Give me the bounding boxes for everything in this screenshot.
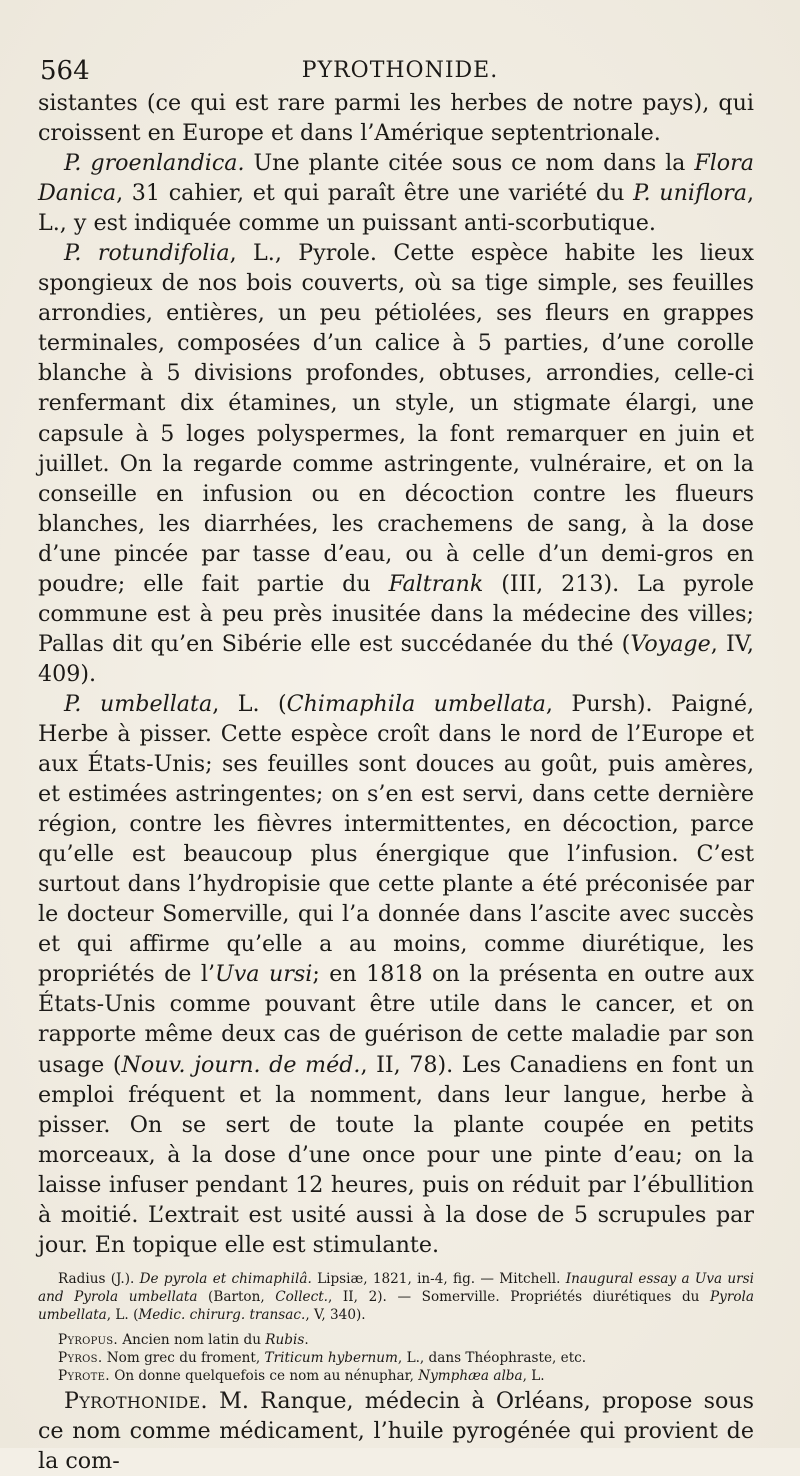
- entry-pyros: Pyros. Nom grec du froment, Triticum hybernum, L., dans Théophraste, etc.: [58, 1350, 587, 1367]
- entry-pyrothonide: Pyrothonide. M. Ranque, médecin à Orléans, propose sous ce nom comme médicament, l’huile pyrogénée qui provient de la com-: [38, 1387, 754, 1474]
- running-title: PYROTHONIDE.: [301, 58, 499, 83]
- entry-pyrote: Pyrote. On donne quelquefois ce nom au nénuphar, Nymphæa alba, L.: [58, 1368, 545, 1385]
- entry-head: P. umbellata: [64, 690, 213, 717]
- minor-entries: [38, 1331, 754, 1386]
- main-text: [38, 88, 754, 1476]
- paragraph-continuation: sistantes (ce qui est rare parmi les herbes de notre pays), qui croissent en Europe et dans l’Amérique septentrionale.: [38, 90, 754, 147]
- page-header: [40, 56, 760, 92]
- entry-umbellata: P. umbellata, L. (Chimaphila umbellata, Pursh). Paigné, Herbe à pisser. Cette espèce croît dans le nord de l’Europe et aux États-Unis; ses feuilles sont douces au goût, puis amères, et estimées astringentes; on s’en est servi, dans cette dernière région, contre les fièvres intermittentes, en décoction, parce qu’elle est beaucoup plus énergique que l’infusion. C’est surtout dans l’hydropisie que cette plante a été préconisée par le docteur Somerville, qui l’a donnée dans l’ascite avec succès et qui affirme qu’elle a au moins, comme diurétique, les propriétés de l’Uva ursi; en 1818 on la présenta en outre aux États-Unis comme pouvant être utile dans le cancer, et on rapporte même deux cas de guérison de cette maladie par son usage (Nouv. journ. de méd., II, 78). Les Canadiens en font un emploi fréquent et la nomment, dans leur langue, herbe à pisser. On se sert de toute la plante coupée en petits morceaux, à la dose d’une once pour une pinte d’eau; on la laisse infuser pendant 12 heures, puis on réduit par l’ébullition à moitié. L’extrait est usité aussi à la dose de 5 scrupules par jour. En topique elle est stimulante.: [38, 690, 755, 1258]
- entry-pyropus: Pyropus. Ancien nom latin du Rubis.: [58, 1331, 309, 1348]
- page-number: 564: [40, 56, 90, 86]
- entry-head: P. groenlandica.: [64, 150, 245, 177]
- entry-head: P. rotundifolia: [64, 240, 230, 267]
- entry-rotundifolia: P. rotundifolia, L., Pyrole. Cette espèce habite les lieux spongieux de nos bois couverts, où sa tige simple, ses feuilles arrondies, entières, un peu pétiolées, ses fleurs en grappes terminales, composées d’un calice à 5 parties, d’une corolle blanche à 5 divisions profondes, obtuses, arrondies, celle-ci renfermant dix étamines, un style, un stigmate élargi, une capsule à 5 loges polyspermes, la font remarquer en juin et juillet. On la regarde comme astringente, vulnéraire, et on la conseille en infusion ou en décoction contre les flueurs blanches, les diarrhées, les crachemens de sang, à la dose d’une pincée par tasse d’eau, ou à celle d’un demi-gros en poudre; elle fait partie du Faltrank (III, 213). La pyrole commune est à peu près inusitée dans la médecine des villes; Pallas dit qu’en Sibérie elle est succédanée du thé (Voyage, IV, 409).: [38, 240, 754, 687]
- bibliography-note: Radius (J.). De pyrola et chimaphilâ. Lipsiæ, 1821, in-4, fig. — Mitchell. Inaugural essay a Uva ursi and Pyrola umbellata (Barton, Collect., II, 2). — Somerville. Propriétés diurétiques du Pyrola umbellata, L. (Medic. chirurg. transac., V, 340).: [38, 1270, 754, 1324]
- entry-groenlandica: P. groenlandica. Une plante citée sous ce nom dans la Flora Danica, 31 cahier, et qui paraît être une variété du P. uniflora, L., y est indiquée comme un puissant anti-scorbutique.: [38, 150, 755, 237]
